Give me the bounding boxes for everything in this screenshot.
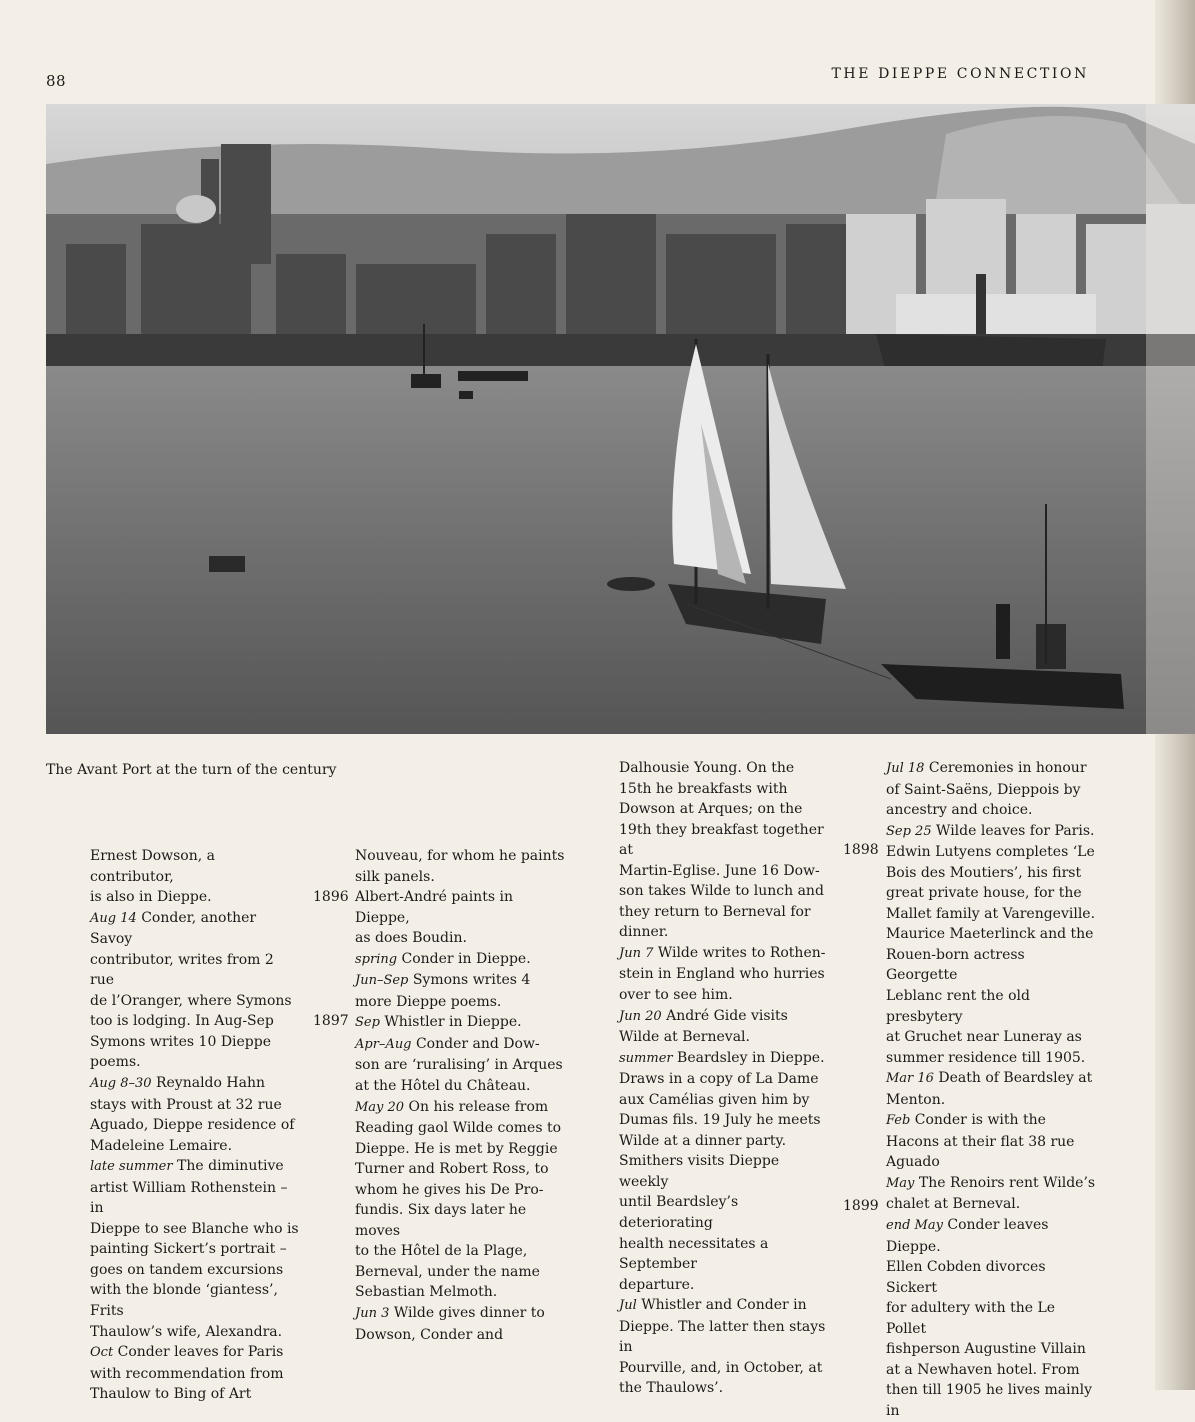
text-line [886,945,1096,986]
line-text: The Renoirs rent Wilde’s [914,1174,1096,1191]
line-text: Death of Beardsley at [933,1070,1093,1087]
date-label: summer [619,1050,673,1066]
text-line [355,1303,565,1325]
line-text: until Beardsley’s deteriorating [619,1194,739,1232]
line-text: Aguado [886,1154,940,1171]
text-line [90,950,300,991]
line-text: Wilde writes to Rothen- [653,944,826,961]
text-line [619,1358,831,1379]
text-line [886,758,1096,780]
text-line [355,1282,565,1303]
line-text: poems. [90,1054,141,1071]
text-line [355,1200,565,1241]
line-text: Hacons at their flat 38 rue [886,1133,1075,1150]
text-line [619,1069,831,1090]
text-line [886,1152,1096,1173]
date-label: Feb [886,1113,911,1129]
line-text: departure. [619,1276,695,1293]
text-line [619,1275,831,1296]
text-line [355,846,565,867]
text-line [355,1055,565,1076]
text-line [886,1257,1096,1298]
line-text: at Gruchet near Luneray as [886,1029,1082,1046]
text-line [90,1219,300,1240]
line-text: son are ‘ruralising’ in Arques [355,1057,563,1074]
text-line [886,1339,1096,1360]
line-text: Ernest Dowson, a contributor, [90,848,215,885]
line-text: painting Sickert’s portrait – [90,1241,287,1258]
text-column-4 [886,758,1096,1422]
line-text: 19th they breakfast together at [619,821,824,859]
line-text: Wilde at Berneval. [619,1029,750,1046]
line-text: Conder is with the [910,1112,1046,1129]
line-text: silk panels. [355,868,435,885]
date-label: Jul [619,1298,637,1314]
date-label: Sep 25 [886,823,932,839]
line-text: Madeleine Lemaire. [90,1137,233,1154]
line-text: Dieppe. The latter then stays in [619,1318,826,1356]
line-text: goes on tandem excursions [90,1261,284,1278]
line-text: Conder, another Savoy [90,909,257,948]
text-line [90,1342,300,1364]
text-line [619,1192,831,1233]
line-text: Wilde gives dinner to [389,1305,545,1322]
text-line [355,1241,565,1262]
line-text: whom he gives his De Pro- [355,1181,544,1198]
line-text: Dowson at Arques; on the [619,801,803,818]
line-text: Symons writes 10 Dieppe [90,1033,272,1050]
text-line [886,883,1096,904]
line-text: Conder in Dieppe. [397,950,531,967]
line-text: they return to Berneval for [619,903,811,920]
text-line [90,1178,300,1219]
text-line [886,1027,1096,1048]
line-text: On his release from [404,1098,549,1115]
text-line [886,821,1096,843]
text-line [619,1295,831,1317]
line-text: Bois des Moutiers’, his first [886,864,1082,881]
text-line [619,779,831,800]
date-label: Mar 16 [886,1071,934,1087]
running-head: THE DIEPPE CONNECTION [831,66,1089,82]
date-label: Jun 7 [619,945,654,961]
line-text: Berneval, under the name [355,1263,540,1280]
line-text: too is lodging. In Aug-Sep [90,1013,274,1030]
date-label: Oct [90,1345,114,1361]
line-text: as does Boudin. [355,930,467,947]
line-text: is also in Dieppe. [90,889,212,906]
line-text: Beardsley in Dieppe. [672,1049,825,1066]
line-text: with the blonde ‘giantess’, Frits [90,1282,278,1320]
line-text: with recommendation from [90,1365,284,1382]
line-text: to the Hôtel de la Plage, [355,1243,528,1260]
line-text: fundis. Six days later he moves [355,1202,527,1239]
line-text: André Gide visits [661,1007,788,1024]
date-label: May [886,1175,915,1191]
text-line [355,928,565,949]
text-line [886,1173,1096,1195]
line-text: son takes Wilde to lunch and [619,883,824,900]
line-text: Martin-Eglise. June 16 Dow- [619,862,820,879]
text-line [355,867,565,888]
line-text: Conder and Dow- [411,1035,540,1052]
text-line [619,1110,831,1131]
text-line [90,1384,300,1405]
line-text: Rouen-born actress Georgette [886,946,1025,984]
text-line [90,846,300,887]
text-line [619,1048,831,1070]
text-line [619,1027,831,1048]
text-line [886,780,1096,801]
text-line [90,1260,300,1281]
line-text: dinner. [619,924,669,941]
text-line [619,922,831,943]
line-text: Nouveau, for whom he paints [355,848,565,864]
text-line [90,1239,300,1260]
line-text: Menton. [886,1091,946,1108]
line-text: Leblanc rent the old presbytery [886,988,1030,1025]
text-line [886,842,1096,863]
line-text: at the Hôtel du Château. [355,1078,531,1095]
text-line [886,1360,1096,1381]
line-text: great private house, for the [886,885,1082,902]
text-line [619,758,831,779]
date-label: Apr–Aug [355,1036,412,1052]
line-text: Smithers visits Dieppe weekly [619,1153,780,1190]
line-text: Ceremonies in honour [924,760,1087,776]
text-line [619,1006,831,1028]
line-text: 15th he breakfasts with [619,780,788,797]
text-line [90,1095,300,1116]
line-text: Ellen Cobden divorces Sickert [886,1259,1046,1296]
harbour-photograph [46,104,1195,734]
line-text: stays with Proust at 32 rue [90,1096,282,1113]
text-line [886,1380,1096,1421]
text-line [886,800,1096,821]
line-text: Reading gaol Wilde comes to [355,1120,562,1137]
line-text: Dieppe to see Blanche who is [90,1220,299,1237]
text-line [355,1076,565,1097]
line-text: Maurice Maeterlinck and the [886,926,1094,943]
text-line [355,1180,565,1201]
text-line [886,1132,1096,1153]
line-text: Whistler and Conder in [636,1297,807,1314]
text-line [886,1048,1096,1069]
line-text: at a Newhaven hotel. From [886,1361,1080,1378]
text-line [886,863,1096,884]
text-line [90,1322,300,1343]
line-text: fishperson Augustine Villain [886,1341,1086,1358]
date-label: Aug 14 [90,910,137,926]
text-line [355,1325,565,1346]
text-line [90,887,300,908]
text-line [355,1118,565,1139]
line-text: The diminutive [172,1158,284,1175]
page-number: 88 [46,72,67,90]
figure-caption: The Avant Port at the turn of the century [46,762,337,778]
text-line [90,1073,300,1095]
text-line [90,1052,300,1073]
text-line [90,1136,300,1157]
text-column-1 [90,846,300,1405]
text-line [355,1159,565,1180]
line-text: Turner and Robert Ross, to [355,1161,549,1178]
line-text: the Thaulows’. [619,1380,724,1397]
line-text: Conder leaves for Paris [113,1344,284,1361]
year-marker: 1896 [313,889,349,905]
text-line [619,881,831,902]
line-text: Sebastian Melmoth. [355,1284,498,1301]
text-line [619,964,831,985]
line-text: Conder leaves Dieppe. [886,1217,1049,1255]
date-label: Aug 8–30 [90,1076,152,1092]
year-marker: 1899 [843,1198,879,1214]
line-text: then till 1905 he lives mainly in [886,1382,1093,1419]
text-line [619,943,831,965]
date-label: spring [355,951,398,967]
line-text: Thaulow to Bing of Art [90,1386,252,1403]
line-text: Wilde at a dinner party. [619,1132,787,1149]
line-text: Whistler in Dieppe. [379,1014,522,1031]
date-label: Jun 20 [619,1008,662,1024]
text-line [355,992,565,1013]
text-line [886,1068,1096,1090]
text-line [886,924,1096,945]
year-marker: 1897 [313,1013,349,1029]
line-text: Reynaldo Hahn [151,1075,265,1092]
text-line [355,1139,565,1160]
line-text: Mallet family at Varengeville. [886,905,1096,922]
line-text: Symons writes 4 [408,972,531,989]
text-column-3 [619,758,831,1399]
line-text: summer residence till 1905. [886,1049,1086,1066]
text-line [90,991,300,1012]
line-text: Aguado, Dieppe residence of [90,1117,295,1134]
line-text: chalet at Berneval. [886,1196,1021,1213]
line-text: Edwin Lutyens completes ‘Le [886,844,1095,861]
text-line [90,1156,300,1178]
text-line [355,887,565,928]
line-text: Thaulow’s wife, Alexandra. [90,1323,283,1340]
line-text: Albert-André paints in Dieppe, [355,889,513,926]
text-line [619,1131,831,1152]
line-text: Dalhousie Young. On the [619,760,795,776]
text-line [619,985,831,1006]
text-line [886,986,1096,1027]
year-marker: 1898 [843,842,879,858]
text-line [90,1280,300,1321]
text-line [355,949,565,971]
text-line [90,1032,300,1053]
text-line [619,902,831,923]
line-text: Dumas fils. 19 July he meets [619,1112,821,1129]
text-line [619,1317,831,1358]
date-label: late summer [90,1159,173,1175]
line-text: more Dieppe poems. [355,993,502,1010]
line-text: of Saint-Saëns, Dieppois by [886,781,1081,798]
text-line [886,1215,1096,1257]
line-text: ancestry and choice. [886,802,1033,819]
text-line [355,970,565,992]
text-line [355,1012,565,1034]
text-line [886,1110,1096,1132]
line-text: artist William Rothenstein – in [90,1179,288,1217]
line-text: Dieppe. He is met by Reggie [355,1140,558,1157]
line-text: Pourville, and, in October, at [619,1359,823,1376]
text-line [90,1364,300,1385]
text-line [886,1194,1096,1215]
text-line [90,1011,300,1032]
line-text: Wilde leaves for Paris. [931,822,1095,839]
line-text: Draws in a copy of La Dame [619,1071,819,1088]
text-column-2 [355,846,565,1345]
text-line [886,1298,1096,1339]
line-text: Dowson, Conder and [355,1326,504,1343]
date-label: end May [886,1218,943,1234]
line-text: stein in England who hurries [619,966,825,983]
line-text: de l’Oranger, where Symons [90,992,292,1009]
text-line [886,904,1096,925]
line-text: aux Camélias given him by [619,1091,810,1108]
date-label: Jun–Sep [355,973,409,989]
line-text: contributor, writes from 2 rue [90,951,274,989]
date-label: May 20 [355,1099,405,1115]
text-line [90,908,300,950]
line-text: for adultery with the Le Pollet [886,1300,1056,1337]
line-text: over to see him. [619,987,733,1004]
text-line [619,861,831,882]
text-line [619,1378,831,1399]
text-line [886,1090,1096,1111]
text-line [619,799,831,820]
text-line [355,1262,565,1283]
text-line [619,1151,831,1192]
text-line [619,1090,831,1111]
text-line [619,820,831,861]
text-line [355,1034,565,1056]
line-text: health necessitates a September [619,1235,769,1273]
date-label: Sep [355,1015,380,1031]
text-line [355,1097,565,1119]
date-label: Jul 18 [886,761,925,776]
text-line [90,1115,300,1136]
date-label: Jun 3 [355,1306,390,1322]
text-line [619,1234,831,1275]
